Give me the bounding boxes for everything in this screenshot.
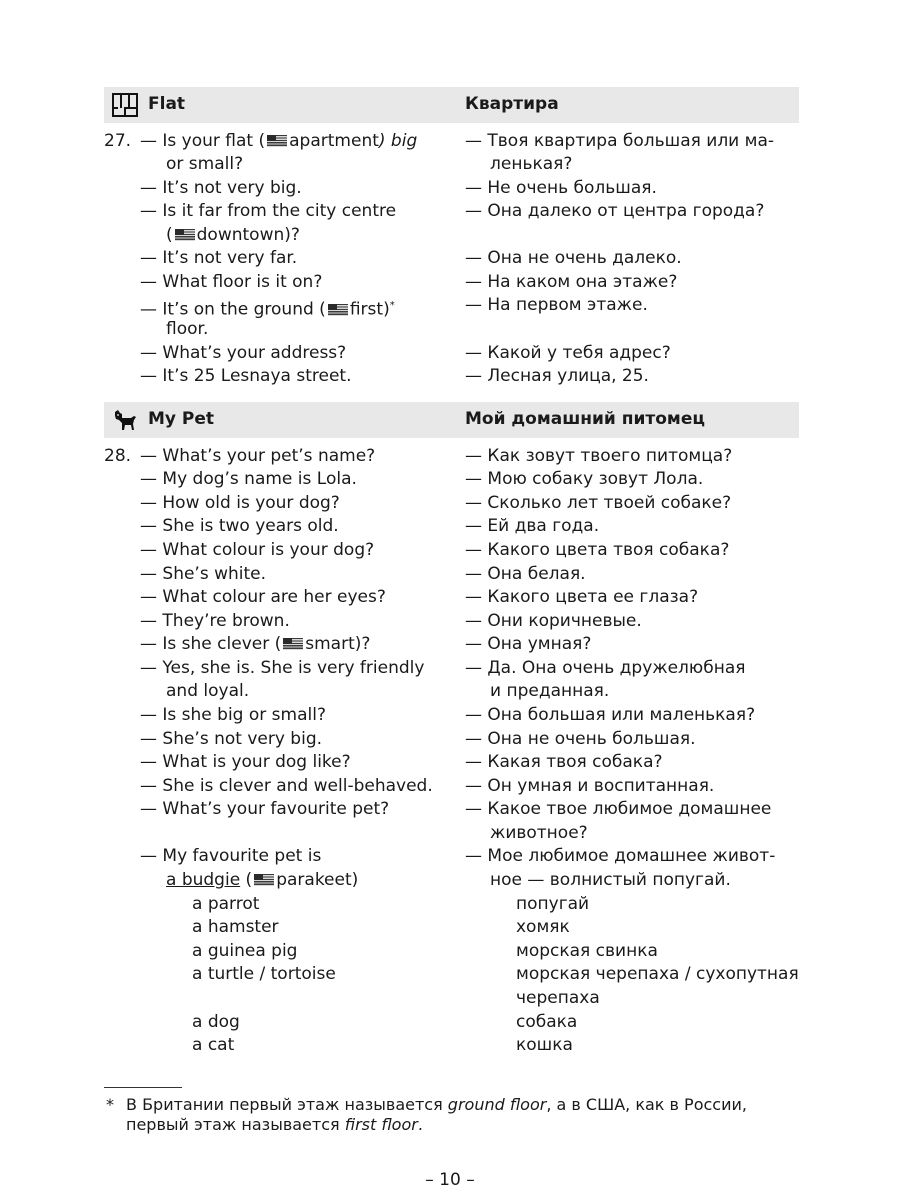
vocab-translation: попугай bbox=[516, 894, 590, 914]
us-flag-icon bbox=[283, 638, 303, 650]
item-number: 27. bbox=[104, 131, 132, 151]
footnote-marker: * bbox=[106, 1095, 114, 1114]
translation-line: — Она не очень далеко. bbox=[465, 248, 682, 268]
dialogue-line: — My favourite pet is bbox=[140, 846, 322, 866]
footnote-marker: * bbox=[389, 300, 395, 311]
section-header-my-pet bbox=[104, 402, 799, 438]
section-header-flat bbox=[104, 87, 799, 123]
us-flag-icon bbox=[175, 229, 195, 241]
translation-line: — Твоя квартира большая или ма- bbox=[465, 131, 775, 151]
dialogue-line: — What colour is your dog? bbox=[140, 540, 375, 560]
dialogue-line: — She is two years old. bbox=[140, 516, 339, 536]
translation-line: и преданная. bbox=[490, 681, 610, 701]
footnote-line: В Британии первый этаж называется ground floor, а в США, как в России, bbox=[126, 1095, 747, 1114]
translation-line: — Она белая. bbox=[465, 564, 586, 584]
translation-line: — Сколько лет твоей собаке? bbox=[465, 493, 732, 513]
translation-line: — Она умная? bbox=[465, 634, 592, 654]
dialogue-line: — My dog’s name is Lola. bbox=[140, 469, 357, 489]
dialogue-line: floor. bbox=[166, 319, 209, 339]
us-flag-icon bbox=[328, 304, 348, 316]
translation-line: — Она далеко от центра города? bbox=[465, 201, 765, 221]
dialogue-line: — Yes, she is. She is very friendly bbox=[140, 658, 425, 678]
page-number: – 10 – bbox=[425, 1170, 475, 1190]
translation-line: — Они коричневые. bbox=[465, 611, 642, 631]
dialogue-line: ( downtown)? bbox=[166, 225, 300, 245]
section-title-en: My Pet bbox=[148, 409, 215, 429]
dialogue-line: — What colour are her eyes? bbox=[140, 587, 386, 607]
vocab-translation: черепаха bbox=[516, 988, 600, 1008]
translation-line: — Не очень большая. bbox=[465, 178, 657, 198]
dialogue-line: — She is clever and well-behaved. bbox=[140, 776, 433, 796]
translation-line: — Да. Она очень дружелюбная bbox=[465, 658, 746, 678]
dialogue-line: — She’s white. bbox=[140, 564, 267, 584]
dialogue-line: — It’s not very big. bbox=[140, 178, 302, 198]
translation-line: — Как зовут твоего питомца? bbox=[465, 446, 733, 466]
section-title-ru: Мой домашний питомец bbox=[465, 409, 705, 429]
translation-line: — На каком она этаже? bbox=[465, 272, 678, 292]
translation-line: — Какой у тебя адрес? bbox=[465, 343, 671, 363]
dialogue-line: — Is it far from the city centre bbox=[140, 201, 397, 221]
dialogue-line: — Is she clever ( smart)? bbox=[140, 634, 371, 654]
dog-icon bbox=[112, 408, 138, 432]
translation-line: — На первом этаже. bbox=[465, 295, 648, 315]
vocab-item: a guinea pig bbox=[192, 941, 298, 961]
dialogue-line: — She’s not very big. bbox=[140, 729, 323, 749]
dialogue-line: — What is your dog like? bbox=[140, 752, 351, 772]
vocab-item: a dog bbox=[192, 1012, 240, 1032]
item-number: 28. bbox=[104, 446, 132, 466]
vocab-translation: морская черепаха / сухопутная bbox=[516, 964, 799, 984]
translation-line: — Ей два года. bbox=[465, 516, 600, 536]
vocab-item: a parrot bbox=[192, 894, 260, 914]
translation-line: — Мою собаку зовут Лола. bbox=[465, 469, 704, 489]
dialogue-line: or small? bbox=[166, 154, 244, 174]
dialogue-line: — It’s 25 Lesnaya street. bbox=[140, 366, 352, 386]
vocab-translation: хомяк bbox=[516, 917, 570, 937]
translation-line: ное — волнистый попугай. bbox=[490, 870, 731, 890]
vocab-translation: кошка bbox=[516, 1035, 573, 1055]
vocab-translation: морская свинка bbox=[516, 941, 658, 961]
translation-line: ленькая? bbox=[490, 154, 573, 174]
dialogue-line: and loyal. bbox=[166, 681, 250, 701]
dialogue-line: a budgie ( parakeet) bbox=[166, 870, 359, 890]
us-flag-icon bbox=[254, 874, 274, 886]
dialogue-line: — How old is your dog? bbox=[140, 493, 340, 513]
section-title-ru: Квартира bbox=[465, 94, 559, 114]
translation-line: — Она не очень большая. bbox=[465, 729, 696, 749]
section-title-en: Flat bbox=[148, 94, 186, 114]
footnote-line: первый этаж называется first floor. bbox=[126, 1115, 423, 1134]
floor-plan-icon bbox=[112, 93, 138, 117]
translation-line: — Какого цвета ее глаза? bbox=[465, 587, 699, 607]
vocab-translation: собака bbox=[516, 1012, 578, 1032]
dialogue-line: — What’s your favourite pet? bbox=[140, 799, 390, 819]
dialogue-line: — What’s your address? bbox=[140, 343, 347, 363]
translation-line: — Какое твое любимое домашнее bbox=[465, 799, 772, 819]
translation-line: животное? bbox=[490, 823, 588, 843]
dialogue-line: — It’s not very far. bbox=[140, 248, 298, 268]
dialogue-line: — What floor is it on? bbox=[140, 272, 323, 292]
translation-line: — Какая твоя собака? bbox=[465, 752, 663, 772]
translation-line: — Он умная и воспитанная. bbox=[465, 776, 715, 796]
dialogue-line: — Is your flat ( apartment) big bbox=[140, 131, 418, 151]
dialogue-line: — It’s on the ground ( first)* bbox=[140, 299, 395, 320]
translation-line: — Мое любимое домашнее живот- bbox=[465, 846, 776, 866]
dialogue-line: — What’s your pet’s name? bbox=[140, 446, 376, 466]
footnote-divider bbox=[104, 1087, 182, 1088]
translation-line: — Какого цвета твоя собака? bbox=[465, 540, 730, 560]
vocab-item: a cat bbox=[192, 1035, 235, 1055]
translation-line: — Она большая или маленькая? bbox=[465, 705, 756, 725]
translation-line: — Лесная улица, 25. bbox=[465, 366, 649, 386]
dialogue-line: — Is she big or small? bbox=[140, 705, 326, 725]
us-flag-icon bbox=[267, 135, 287, 147]
dialogue-line: — They’re brown. bbox=[140, 611, 290, 631]
vocab-item: a hamster bbox=[192, 917, 279, 937]
vocab-item: a turtle / tortoise bbox=[192, 964, 336, 984]
